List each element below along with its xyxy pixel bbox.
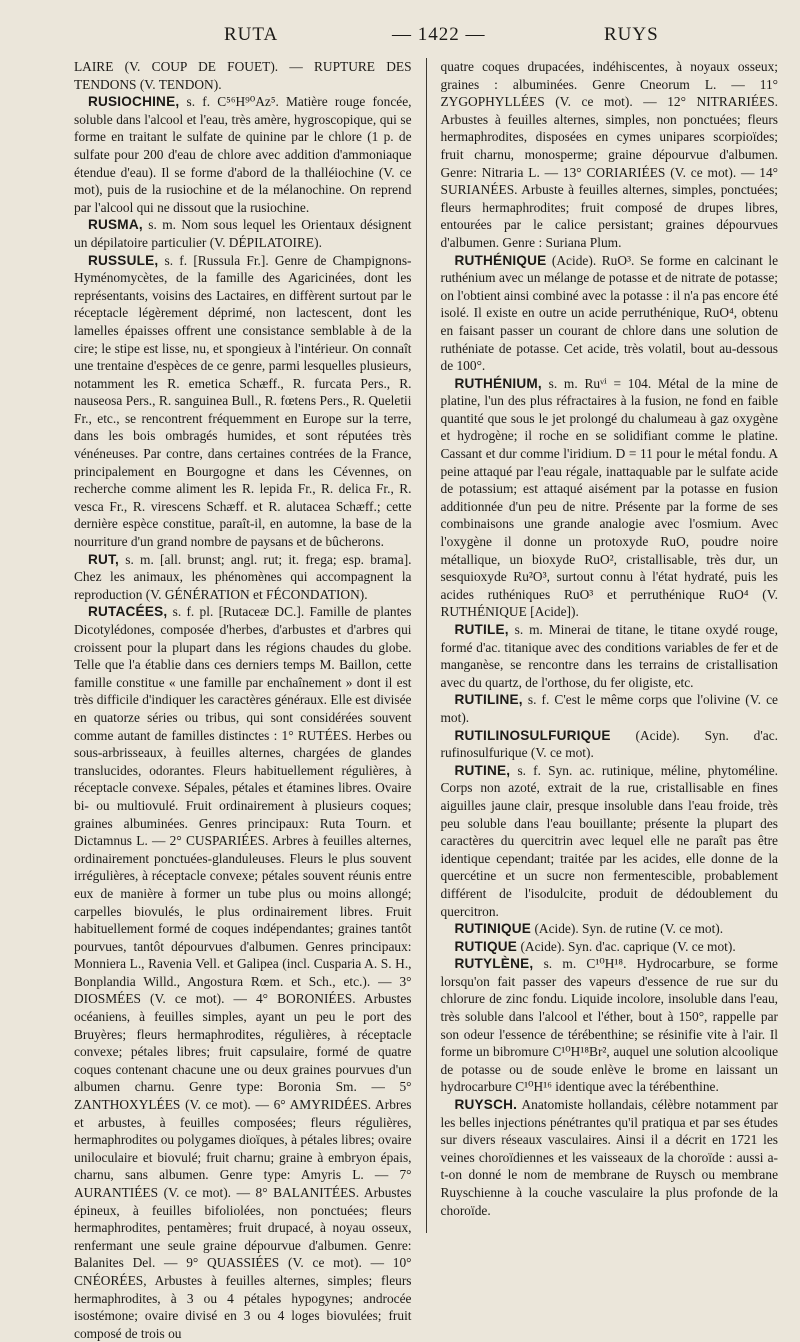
entry-text: s. m. C¹⁰H¹⁸. Hydrocarbure, se forme lorsqu'on fait passer des vapeurs d'essence de rue sur du chlorure de zinc fondu. Liquide incolore, insoluble dans l'eau, très soluble dans l'alcool et l'éther, bout à 150°, rappelle par son odeur l'essence de térébenthine; se résinifie vite à l'air. Il forme un bibromure C¹⁰H¹⁸Br², auquel une solution alcoolique de potasse ou de soude enlève le brome en laissant un hydrocarbure C¹⁰H¹⁶ identique avec la térébenthine.: [440, 956, 779, 1095]
dictionary-entry: [441, 1096, 779, 1219]
entry-text: (Acide). RuO³. Se forme en calcinant le ruthénium avec un mélange de potasse et de nitrate de potasse; on l'obtient ainsi combiné avec la potasse : il n'a pas encore été isolé. Il existe en outre un acide perruthénique, RuO⁴, obtenu en faisant passer un courant de chlore dans une solution de ruthéniate de potasse. Cet acide, très volatil, bout au-dessous de 100°.: [440, 252, 779, 374]
entry-headword: RUSMA,: [88, 217, 143, 233]
entry-text: s. m. [all. brunst; angl. rut; it. frega; esp. brama]. Chez les animaux, les phénomènes qui accompagnent la reproduction (V. GÉNÉRATION et FÉCONDATION).: [74, 551, 412, 602]
dictionary-entry: [441, 955, 779, 1096]
entry-text: s. m. Minerai de titane, le titane oxydé rouge, formé d'ac. titanique avec des conditions variables de fer et de manganèse, se rencontre dans les terrains de cristallisation avec du quartz, de l'orthose, du fer oligiste, etc.: [440, 622, 779, 690]
dictionary-entry: [441, 252, 779, 375]
entry-headword: RUSIOCHINE,: [88, 94, 180, 110]
dictionary-entry: [74, 603, 412, 1342]
entry-text: LAIRE (V. COUP DE FOUET). — RUPTURE DES TENDONS (V. TENDON).: [74, 59, 412, 92]
entry-text: s. m. Ruᵛⁱ = 104. Métal de la mine de platine, l'un des plus réfractaires à la fusion, ne fond en faible quantité que sous le jet prolongé du chalumeau à gaz oxygène et hydrogène; il roche en se solidifiant comme le platine. Cassant et dur comme l'iridium. D = 11 pour le métal fondu. A peine attaqué par l'eau régale, inattaquable par le sulfate acide de potassium; est attaqué aisément par la potasse en fusion additionnée d'un peu de nitre. Présente par la forme de ses combinaisons une grande analogie avec l'osmium. Avec l'oxygène il donne un protoxyde RuO, poudre noire métallique, un bioxyde RuO², cristallisable, très dur, un sesquioxyde Ru²O³, surtout connu à l'état hydraté, puis les acides ruthéniques RuO³ et perruthénique RuO⁴ (V. RUTHÉNIQUE [Acide]).: [440, 375, 779, 620]
dictionary-entry: [441, 621, 779, 691]
entry-headword: RUSSULE,: [88, 252, 159, 268]
entry-headword: RUT,: [88, 551, 120, 567]
entry-headword: RUTACÉES,: [88, 604, 168, 620]
text-columns: [74, 58, 779, 1341]
dictionary-entry: [441, 375, 779, 621]
dictionary-entry: [74, 93, 412, 216]
dictionary-entry: [74, 252, 412, 551]
entry-headword: RUTILE,: [454, 622, 509, 637]
entry-headword: RUYSCH.: [454, 1097, 518, 1113]
entry-text: s. f. C'est le même corps que l'olivine (V. ce mot).: [440, 692, 779, 725]
entry-text: (Acide). Syn. de rutine (V. ce mot).: [534, 921, 724, 937]
dictionary-entry: [441, 58, 779, 252]
entry-text: (Acide). Syn. d'ac. rufinosulfurique (V. ce mot).: [440, 727, 778, 761]
dictionary-entry: [74, 216, 412, 251]
running-head: [74, 24, 778, 52]
column-rule: [426, 58, 427, 1233]
dictionary-entry: [441, 691, 779, 726]
entry-headword: RUTHÉNIQUE: [454, 252, 547, 268]
entry-text: Anatomiste hollandais, célèbre notamment par les belles injections pénétrantes qu'il pratiqua et par ses études sur divers réseaux vasculaires. Ainsi il a décrit en 1721 les veines choroïdiennes et les vaisseaux de la choroïde : aussi a-t-on donné le nom de membrane de Ruysch ou membrane Ruyschienne à la couche vasculaire la plus profonde de la choroïde.: [440, 1097, 779, 1218]
running-head-right: RUYS: [604, 24, 659, 45]
dictionary-entry: [74, 551, 412, 604]
page-number: — 1422 —: [392, 24, 486, 45]
entry-text: s. m. Nom sous lequel les Orientaux désignent un dépilatoire particulier (V. DÉPILATOIRE).: [74, 217, 412, 250]
entry-text: s. f. C⁵⁶H⁹⁰Az⁵. Matière rouge foncée, soluble dans l'alcool et l'eau, très amère, hygroscopique, qui se forme en traitant le sulfate de quinine par le chlore (1 p. de sulfate pour 200 d'eau de chlore avec addition d'ammoniaque étendue d'eau). Il se forme d'abord de la thalléiochine (V. ce mot), puis de la rusiochine et de la mélanochine. On reprend par l'alcool qui ne dissout que la rusiochine.: [74, 94, 412, 215]
entry-headword: RUTILINOSULFURIQUE: [454, 727, 611, 743]
right-column: [441, 58, 779, 1233]
dictionary-entry: [74, 58, 412, 93]
entry-headword: RUTIQUE: [454, 938, 518, 954]
entry-text: quatre coques drupacées, indéhiscentes, à noyaux osseux; graines : albuminées. Genre Cneorum L. — 11° ZYGOPHYLLÉES (V. ce mot). — 12° NITRARIÉES. Arbustes à feuilles alternes, simples, non ponctuées; fleurs hermaphrodites, disposées en cymes unipares scorpioïdes; fruit charnu, monosperme; graine dépourvue d'albumen. Genre: Nitraria L. — 13° CORIARIÉES (V. ce mot). — 14° SURIANÉES. Arbuste à feuilles alternes, simples, ponctuées; fleurs hermaphrodites; fruit composé de drupes libres, entourées par le calice persistant; graines dépourvues d'albumen. Genre : Suriana Plum.: [440, 59, 779, 250]
entry-text: s. f. [Russula Fr.]. Genre de Champignons-Hyménomycètes, de la famille des Agaricinées, dont les représentants, voisins des Lactaires, en diffèrent surtout par le réceptacle légèrement déprimé, non lactescent, dont les lamelles épaisses offrent une consistance semblable à de la cire; le stipe est lisse, nu, et spongieux à l'intérieur. On connaît une trentaine d'espèces de ce genre, parmi lesquelles plusieurs, notamment les R. emetica Schæff., R. furcata Pers., R. nauseosa Pers., R. sanguinea Bull., R. fœtens Pers., R. Queletii Fr., etc., se rencontrent fréquemment en Europe sur la terre, dans les bois ombragés humides, et sont réputées très vénéneuses. Par contre, dans certaines contrées de la France, principalement en Bourgogne et dans les Cévennes, on recherche comme aliment les R. lepida Fr., R. delica Fr., R. vesca Fr., R. virescens Schæff. et R. alutacea Schæff.; cette dernière espèce constitue, paraît-il, en automne, la base de la nourriture d'un grand nombre de paysans et de bûcherons.: [74, 252, 412, 550]
dictionary-entry: [441, 920, 779, 938]
running-head-left: RUTA: [224, 24, 279, 45]
entry-text: s. f. pl. [Rutaceæ DC.]. Famille de plantes Dicotylédones, composée d'herbes, d'arbustes et d'arbres qui croissent pour la plupart dans les régions chaudes du globe. Telle que l'a établie dans ces derniers temps M. Baillon, cette famille constitue « une famille par enchaînement » dont il est très difficile d'indiquer les caractères généraux. Elle est divisée en quatorze séries ou tribus, qui sont considérées souvent comme autant de familles distinctes : 1° RUTÉES. Herbes ou sous-arbrisseaux, à feuilles alternes, chargées de glandes translucides, odorantes. Fleurs habituellement régulières, à réceptacle convexe. Sépales, pétales et étamines libres. Ovaire bi- ou multiovulé. Fruit ordinairement à plusieurs coques; graines albuminées. Genres principaux: Ruta Tourn. et Dictamnus L. — 2° CUSPARIÉES. Arbres à feuilles alternes, ordinairement ponctuées-glanduleuses. Fleurs le plus souvent irrégulières, à réceptacle convexe; pétales souvent réunis entre eux de manière à former un tube plus ou moins allongé; carpelles biovulés, le plus ordinairement libres. Fruit habituellement formé de coques indépendantes; graines tantôt pourvues, tantôt dépourvues d'albumen. Genres principaux: Monniera L., Ravenia Vell. et Galipea (incl. Cusparia A. S. H., Bonplandia Willd., Angostura Rœm. et Sch., etc.). — 3° DIOSMÉES (V. ce mot). — 4° BORONIÉES. Arbustes océaniens, à feuilles simples, ayant un peu le port des Bruyères; fleurs hermaphrodites, régulières, à réceptacle convexe; pétales libres; fruit capsulaire, formé de quatre coques contenant chacune une ou deux graines pourvues d'un albumen charnu. Genre type: Boronia Sm. — 5° ZANTHOXYLÉES (V. ce mot). — 6° AMYRIDÉES. Arbres et arbustes, à feuilles composées; fleurs régulières, hermaphrodites ou polygames dioïques, à pétales libres; ovaire uniloculaire et biovulé; fruit charnu; graine à embryon épais, charnu, sans albumen. Genre type: Amyris L. — 7° AURANTIÉES (V. ce mot). — 8° BALANITÉES. Arbustes épineux, à feuilles bifoliolées, non ponctuées; fleurs hermaphrodites, pentamères; fruit drupacé, à noyau osseux, renfermant une seule graine dépourvue d'albumen. Genre: Balanites Del. — 9° QUASSIÉES (V. ce mot). — 10° CNÉORÉES, Arbustes à feuilles alternes, simples; fleurs hermaphrodites, à 3 ou 4 pétales hypogynes; androcée isostémone; ovaire divisé en 3 ou 4 loges biovulées; fruit composé de trois ou: [74, 604, 412, 1341]
entry-headword: RUTYLÈNE,: [454, 956, 534, 972]
entry-text: s. f. Syn. ac. rutinique, méline, phytoméline. Corps non azoté, extrait de la rue, cristallisable en fines aiguilles jaune clair, presque insoluble dans l'eau froide, très peu soluble dans l'eau bouillante; présente la plupart des caractères du quercitrin avec lequel elle ne paraît pas être identique cependant; traitée par les acides, elle donne de la quercétine et un sucre non fermentescible, probablement différent de l'isodulcite, produit de dédoublement du quercitron.: [440, 762, 779, 919]
entry-headword: RUTINE,: [454, 762, 511, 778]
dictionary-entry: [441, 762, 779, 920]
dictionary-entry: [441, 727, 779, 762]
entry-text: (Acide). Syn. d'ac. caprique (V. ce mot).: [520, 938, 736, 954]
entry-headword: RUTHÉNIUM,: [454, 375, 542, 391]
dictionary-entry: [441, 938, 779, 956]
entry-headword: RUTILINE,: [454, 692, 523, 708]
entry-headword: RUTINIQUE: [454, 921, 532, 937]
left-column: [74, 58, 412, 1341]
